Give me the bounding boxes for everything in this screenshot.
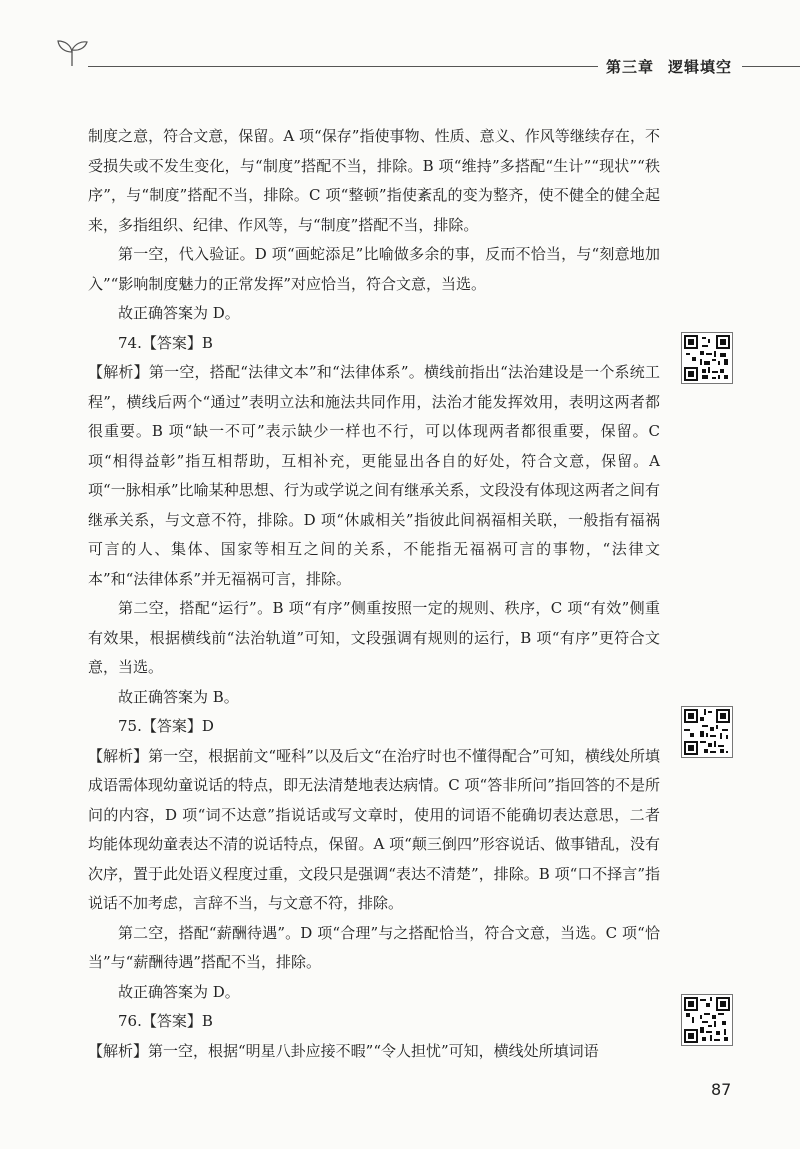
qr-code[interactable] bbox=[681, 994, 733, 1046]
paragraph: 第二空，搭配“薪酬待遇”。D 项“合理”与之搭配恰当，符合文意，当选。C 项“恰当”与“薪酬待遇”搭配不当，排除。 bbox=[88, 923, 660, 971]
paragraph: 第一空，代入验证。D 项“画蛇添足”比喻做多余的事，反而不恰当，与“刻意地加入”“影响制度魅力的正常发挥”对应恰当，符合文意，当选。 bbox=[88, 245, 660, 293]
question-answer-74: 74.【答案】B bbox=[118, 333, 213, 352]
page-header bbox=[0, 0, 800, 80]
answer-conclusion: 故正确答案为 D。 bbox=[118, 304, 240, 322]
chapter-title: 逻辑填空 bbox=[668, 58, 733, 76]
header-rule-left bbox=[88, 66, 598, 67]
page-body bbox=[88, 122, 660, 1066]
analysis-74: 【解析】第一空，搭配“法律文本”和“法律体系”。横线前指出“法治建设是一个系统工程”，横线后两个“通过”表明立法和施法共同作用，法治才能发挥效用，表明这两者都很重要。B 项“缺一不可”表示缺少一样也不行，可以体现两者都很重要，保留。C 项“相得益彰”指互相帮助，互相补充，更能显出各自的好处，符合文意，保留。A 项“一脉相承”比喻某种思想、行为或学说之间有继承关系，文段没有体现这两者之间有继承关系，与文意不符，排除。D 项“休戚相关”指彼此间祸福相关联，一般指有福祸可言的人、集体、国家等相互之间的关系，不能指无福祸可言的事物，“法律文本”和“法律体系”并无福祸可言，排除。 bbox=[88, 363, 660, 588]
chapter-label: 第三章 bbox=[606, 58, 655, 76]
analysis-76: 【解析】第一空，根据“明星八卦应接不暇”“令人担忧”可知，横线处所填词语 bbox=[88, 1041, 599, 1060]
paragraph-continued: 制度之意，符合文意，保留。A 项“保存”指使事物、性质、意义、作风等继续存在，不受损失或不发生变化，与“制度”搭配不当，排除。B 项“维持”多搭配“生计”“现状”“秩序”，与“制度”搭配不当，排除。C 项“整顿”指使紊乱的变为整齐，使不健全的健全起来，多指组织、纪律、作风等，与“制度”搭配不当，排除。 bbox=[88, 127, 660, 234]
header-rule-right bbox=[742, 66, 800, 67]
sprout-icon bbox=[55, 36, 89, 68]
qr-code[interactable] bbox=[681, 332, 733, 384]
page-number: 87 bbox=[711, 1080, 732, 1099]
answer-conclusion: 故正确答案为 B。 bbox=[118, 687, 239, 706]
question-answer-75: 75.【答案】D bbox=[118, 717, 214, 735]
paragraph: 第二空，搭配“运行”。B 项“有序”侧重按照一定的规则、秩序，C 项“有效”侧重有效果，根据横线前“法治轨道”可知，文段强调有规则的运行，B 项“有序”更符合文意，当选。 bbox=[88, 599, 660, 676]
qr-code[interactable] bbox=[681, 706, 733, 758]
analysis-75: 【解析】第一空，根据前文“哑科”以及后文“在治疗时也不懂得配合”可知，横线处所填成语需体现幼童说话的特点，即无法清楚地表达病情。C 项“答非所问”指回答的不是所问的内容，D 项“词不达意”指说话或写文章时，使用的词语不能确切表达意思，二者均能体现幼童表达不清的说话特点，保留。A 项“颠三倒四”形容说话、做事错乱，没有次序，置于此处语义程度过重，文段只是强调“表达不清楚”，排除。B 项“口不择言”指说话不加考虑，言辞不当，与文意不符，排除。 bbox=[88, 746, 660, 912]
question-answer-76: 76.【答案】B bbox=[118, 1012, 213, 1030]
answer-conclusion: 故正确答案为 D。 bbox=[118, 982, 240, 1001]
